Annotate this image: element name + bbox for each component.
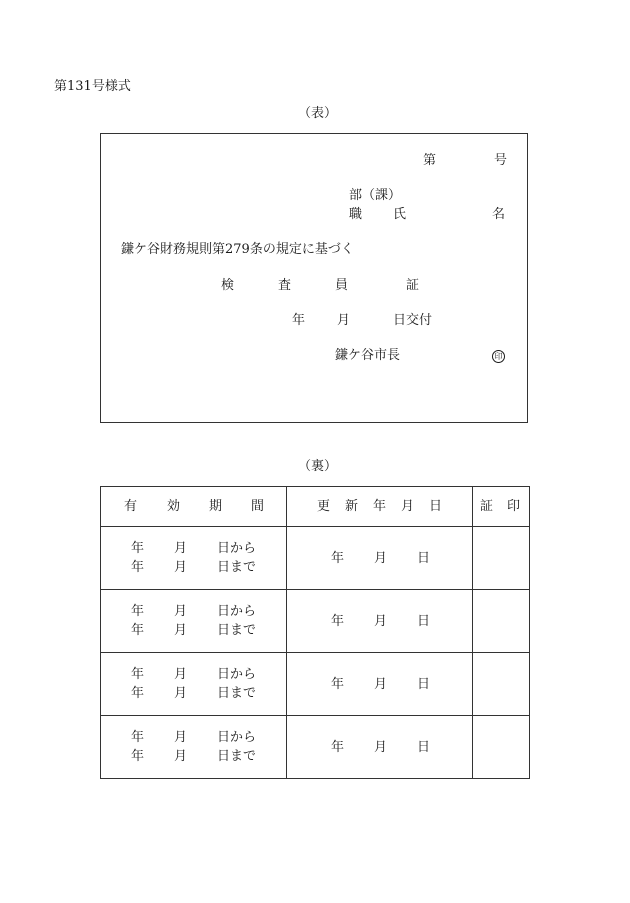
- back-table-header-row: [101, 487, 530, 527]
- seal-cell: [473, 716, 530, 779]
- from-month: 月: [174, 604, 188, 619]
- from-day: 日から: [217, 730, 257, 745]
- seal-mark: 印: [492, 350, 505, 363]
- renewal-year: 年: [331, 677, 345, 692]
- name-label-shi: 氏: [393, 207, 407, 222]
- front-side-box: [100, 133, 528, 423]
- validity-period-cell: [101, 716, 287, 779]
- header-renewal-date: [287, 487, 473, 527]
- title-sho: 証: [406, 278, 420, 293]
- renewal-year: 年: [331, 740, 345, 755]
- seal-icon: [492, 349, 505, 363]
- renewal-day: 日: [417, 677, 431, 692]
- issue-month: 月: [337, 313, 351, 328]
- to-month: 月: [174, 686, 188, 701]
- from-day: 日から: [217, 541, 257, 556]
- header-stamp-char: 印: [507, 499, 521, 514]
- header-period-char: 間: [251, 499, 265, 514]
- to-year: 年: [131, 749, 145, 764]
- validity-period-cell: [101, 653, 287, 716]
- table-row: [101, 590, 530, 653]
- header-renewal-char: 更: [317, 499, 331, 514]
- renewal-date-cell: [287, 653, 473, 716]
- position-label: 職: [349, 207, 363, 222]
- form-title: 第131号様式: [54, 79, 131, 94]
- table-row: [101, 527, 530, 590]
- renewal-month: 月: [374, 551, 388, 566]
- header-period-char: 有: [124, 499, 138, 514]
- to-day: 日まで: [217, 749, 257, 764]
- renewal-date-cell: [287, 590, 473, 653]
- from-year: 年: [131, 604, 145, 619]
- renewal-month: 月: [374, 677, 388, 692]
- title-sa: 査: [278, 278, 292, 293]
- title-in: 員: [335, 278, 349, 293]
- table-row: [101, 653, 530, 716]
- from-year: 年: [131, 667, 145, 682]
- issue-day: 日交付: [393, 313, 433, 328]
- header-renewal-char: 年: [373, 499, 387, 514]
- from-month: 月: [174, 667, 188, 682]
- header-certification-seal: [473, 487, 530, 527]
- mayor-title: 鎌ケ谷市長: [335, 348, 401, 363]
- header-renewal-char: 日: [429, 499, 443, 514]
- header-period-char: 効: [167, 499, 181, 514]
- number-dai: 第: [423, 153, 437, 168]
- to-month: 月: [174, 623, 188, 638]
- renewal-date-cell: [287, 527, 473, 590]
- renewal-date-cell: [287, 716, 473, 779]
- from-day: 日から: [217, 667, 257, 682]
- front-heading: （表）: [298, 106, 338, 121]
- to-year: 年: [131, 623, 145, 638]
- to-year: 年: [131, 560, 145, 575]
- header-stamp-char: 証: [480, 499, 494, 514]
- renewal-year: 年: [331, 551, 345, 566]
- from-year: 年: [131, 730, 145, 745]
- header-renewal-char: 月: [401, 499, 415, 514]
- seal-cell: [473, 653, 530, 716]
- regulation-text: 鎌ケ谷財務規則第279条の規定に基づく: [121, 242, 354, 257]
- seal-cell: [473, 527, 530, 590]
- renewal-month: 月: [374, 614, 388, 629]
- to-month: 月: [174, 749, 188, 764]
- to-day: 日まで: [217, 686, 257, 701]
- back-table: [100, 486, 530, 779]
- renewal-month: 月: [374, 740, 388, 755]
- renewal-day: 日: [417, 740, 431, 755]
- validity-period-cell: [101, 590, 287, 653]
- from-month: 月: [174, 541, 188, 556]
- back-heading: （裏）: [298, 459, 338, 474]
- header-period-char: 期: [209, 499, 223, 514]
- from-year: 年: [131, 541, 145, 556]
- from-day: 日から: [217, 604, 257, 619]
- to-month: 月: [174, 560, 188, 575]
- renewal-day: 日: [417, 551, 431, 566]
- renewal-year: 年: [331, 614, 345, 629]
- number-go: 号: [494, 153, 508, 168]
- header-renewal-char: 新: [345, 499, 359, 514]
- renewal-day: 日: [417, 614, 431, 629]
- to-year: 年: [131, 686, 145, 701]
- header-validity-period: [101, 487, 287, 527]
- issue-year: 年: [292, 313, 306, 328]
- name-label-mei: 名: [492, 207, 506, 222]
- from-month: 月: [174, 730, 188, 745]
- to-day: 日まで: [217, 623, 257, 638]
- to-day: 日まで: [217, 560, 257, 575]
- department-label: 部（課）: [349, 188, 402, 203]
- seal-cell: [473, 590, 530, 653]
- table-row: [101, 716, 530, 779]
- title-ken: 検: [221, 278, 235, 293]
- validity-period-cell: [101, 527, 287, 590]
